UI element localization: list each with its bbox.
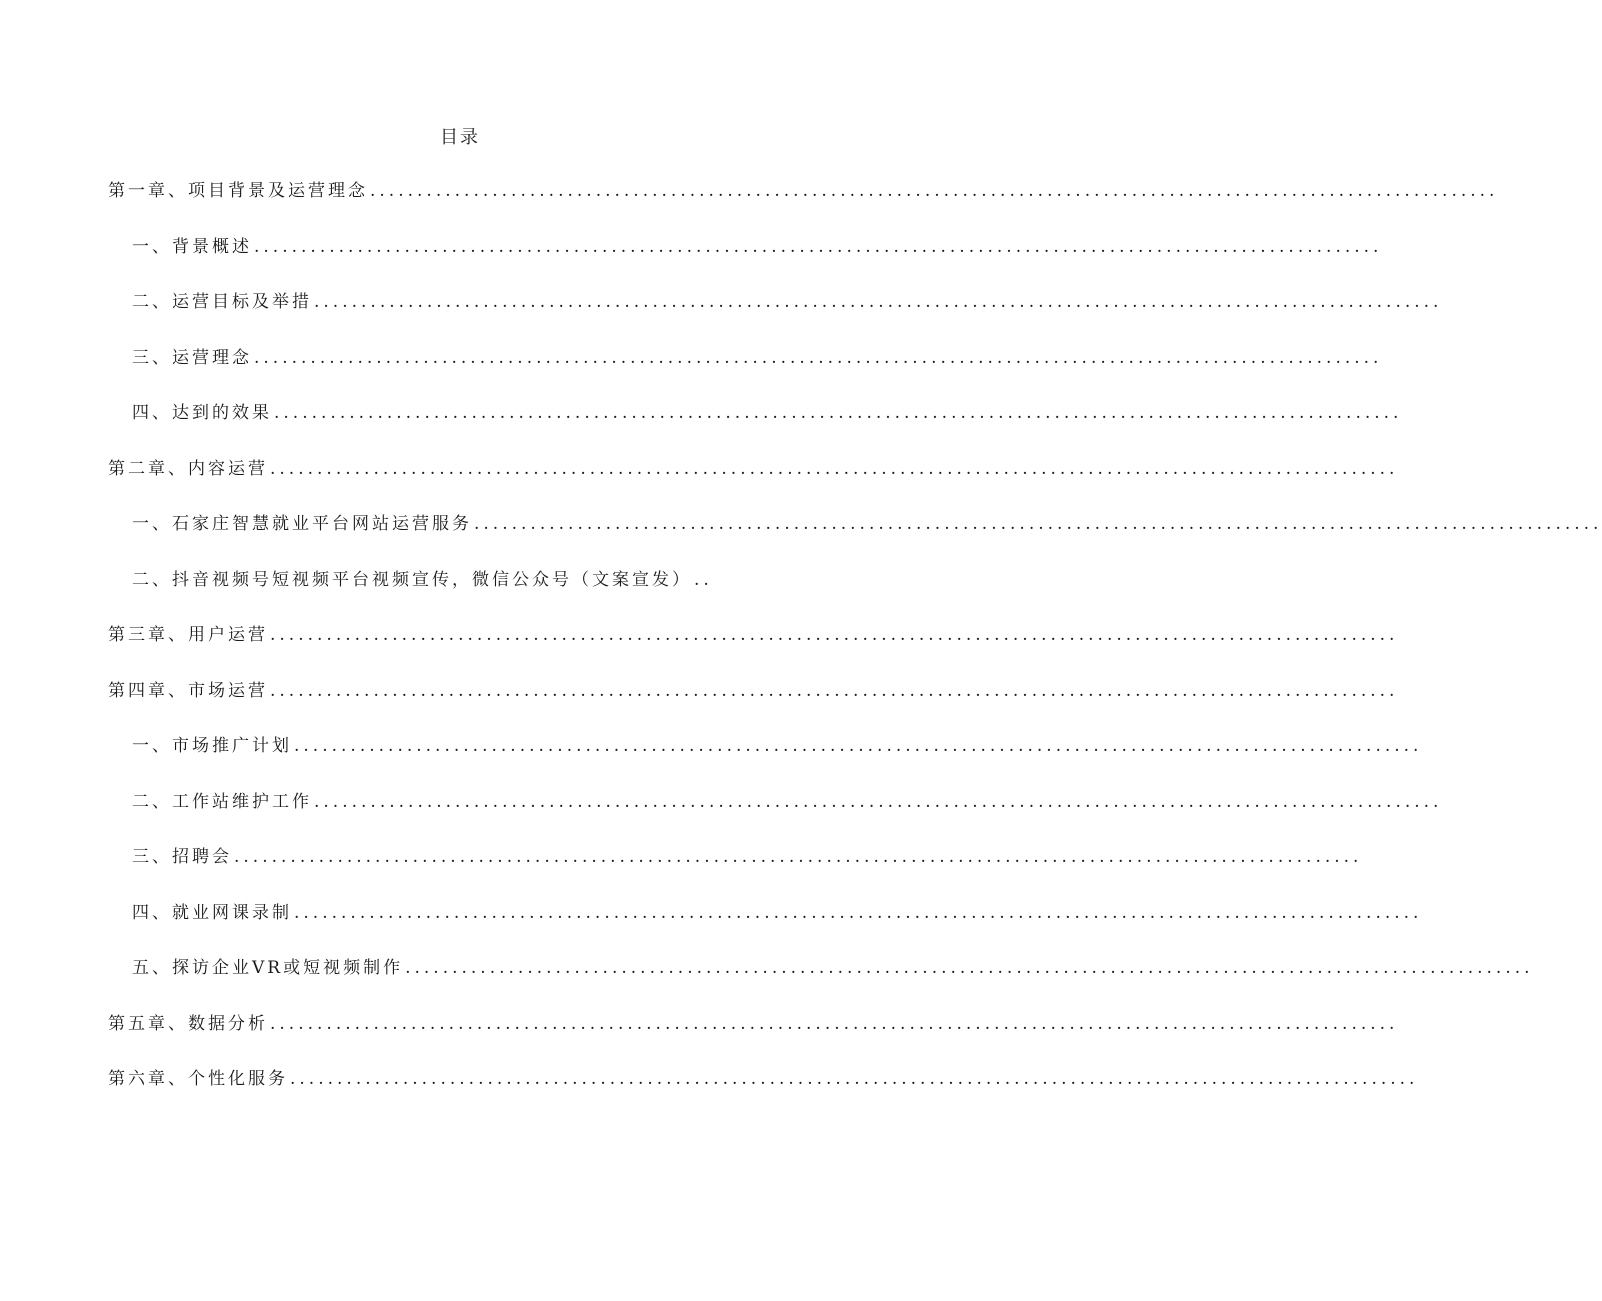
- toc-dot-leader: ........................................................................................................................: [270, 625, 1399, 645]
- toc-dot-leader: ........................................................................................................................: [270, 1014, 1399, 1034]
- toc-dot-leader: ........................................................................................................................: [274, 403, 1403, 423]
- toc-dot-leader: ........................................................................................................................: [370, 181, 1499, 201]
- toc-dot-leader: ........................................................................................................................: [474, 514, 1602, 534]
- toc-entry-label: 一、石家庄智慧就业平台网站运营服务: [132, 514, 472, 534]
- toc-section-entry: [132, 898, 1423, 928]
- toc-title: 目录: [440, 127, 480, 148]
- toc-section-entry: [132, 398, 1403, 428]
- toc-dot-leader: ........................................................................................................................: [294, 903, 1423, 923]
- toc-section-entry: [132, 565, 742, 595]
- toc-dot-leader: ..: [694, 570, 713, 590]
- toc-dot-leader: ........................................................................................................................: [270, 681, 1399, 701]
- toc-section-entry: [132, 787, 1443, 817]
- toc-section-entry: [132, 509, 1602, 539]
- toc-entry-label: 第三章、用户运营: [108, 625, 268, 645]
- toc-section-entry: [132, 343, 1383, 373]
- toc-section-entry: [132, 287, 1443, 317]
- toc-entry-label: 二、工作站维护工作: [132, 792, 312, 812]
- toc-section-entry: [132, 731, 1423, 761]
- toc-chapter-entry: [108, 1064, 1419, 1094]
- toc-entry-label: 三、招聘会: [132, 847, 232, 867]
- toc-entry-label: 二、运营目标及举措: [132, 292, 312, 312]
- toc-entry-label: 第一章、项目背景及运营理念: [108, 181, 368, 201]
- toc-dot-leader: ........................................................................................................................: [314, 792, 1443, 812]
- toc-dot-leader: ........................................................................................................................: [405, 958, 1534, 978]
- toc-entry-label: 二、抖音视频号短视频平台视频宣传，微信公众号（文案宣发）: [132, 570, 692, 590]
- toc-entry-label: 三、运营理念: [132, 348, 252, 368]
- toc-section-entry: [132, 232, 1383, 262]
- toc-section-entry: [132, 842, 1363, 872]
- toc-entry-label: 五、探访企业VR或短视频制作: [132, 958, 404, 978]
- toc-entry-label: 一、背景概述: [132, 237, 252, 257]
- toc-chapter-entry: [108, 620, 1399, 650]
- toc-entry-label: 第四章、市场运营: [108, 681, 268, 701]
- toc-chapter-entry: [108, 454, 1399, 484]
- toc-dot-leader: ........................................................................................................................: [254, 348, 1383, 368]
- toc-dot-leader: ........................................................................................................................: [290, 1069, 1419, 1089]
- toc-entry-label: 四、就业网课录制: [132, 903, 292, 923]
- toc-chapter-entry: [108, 176, 1499, 206]
- toc-entry-label: 第六章、个性化服务: [108, 1069, 288, 1089]
- toc-dot-leader: ........................................................................................................................: [294, 736, 1423, 756]
- toc-entry-label: 第五章、数据分析: [108, 1014, 268, 1034]
- toc-dot-leader: ........................................................................................................................: [270, 459, 1399, 479]
- toc-entry-label: 一、市场推广计划: [132, 736, 292, 756]
- toc-dot-leader: ........................................................................................................................: [234, 847, 1363, 867]
- toc-chapter-entry: [108, 1009, 1399, 1039]
- toc-chapter-entry: [108, 676, 1399, 706]
- toc-section-entry: [132, 953, 1534, 983]
- toc-dot-leader: ........................................................................................................................: [254, 237, 1383, 257]
- toc-entry-label: 第二章、内容运营: [108, 459, 268, 479]
- toc-entry-label: 四、达到的效果: [132, 403, 272, 423]
- toc-dot-leader: ........................................................................................................................: [314, 292, 1443, 312]
